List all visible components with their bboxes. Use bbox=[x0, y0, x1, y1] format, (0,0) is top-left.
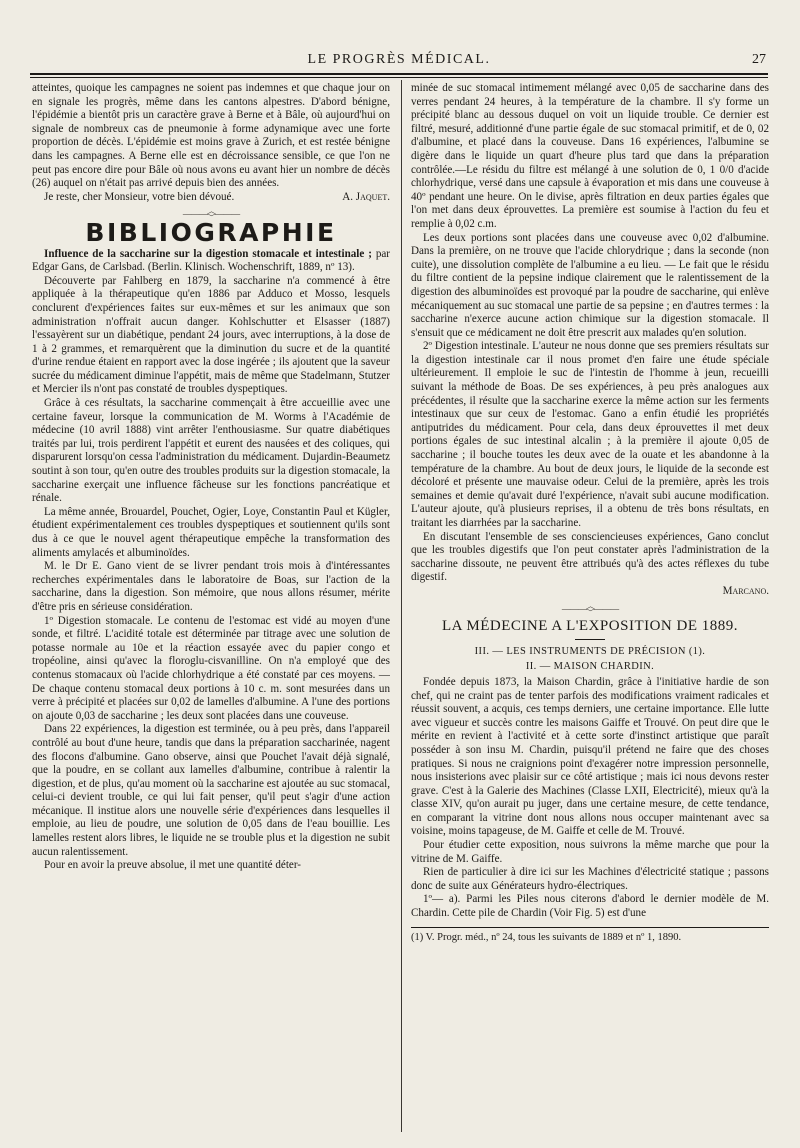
short-rule bbox=[575, 639, 605, 640]
paragraph: 1º— a). Parmi les Piles nous citerons d'abord le dernier modèle de M. Chardin. Cette pile de Chardin (Voir Fig. 5) est d'une bbox=[411, 893, 769, 920]
article-signature: Marcano. bbox=[722, 584, 769, 597]
expo-section-title: LA MÉDECINE A L'EXPOSITION DE 1889. bbox=[441, 618, 739, 635]
article-title-bold: Influence de la saccharine sur la digestion stomacale et intestinale ; bbox=[44, 247, 372, 260]
footnote: (1) V. Progr. méd., nº 24, tous les suivants de 1889 et nº 1, 1890. bbox=[411, 931, 682, 943]
column-divider bbox=[401, 80, 402, 1132]
left-column bbox=[32, 82, 390, 1132]
paragraph: Rien de particulier à dire ici sur les Machines d'électricité statique ; passons donc de suite aux Générateurs hydro-électriques. bbox=[411, 866, 769, 892]
letter-paragraph: atteintes, quoique les campagnes ne soient pas indemnes et que chaque jour on en signale les progrès, même dans les cantons alpestres. D'abord bénigne, l'épidémie a bientôt pris un caractère grave à Berne et à Bâle, où aujourd'hui on signale de nombreux cas de pneumonie à forme adynamique avec une forte proportion de décès. L'épidémie est moins grave à Zurich, et est restée bénigne dans les campagnes. A Berne elle est en décroissance sensible, ce que l'on ne peut pas encore dire pour Bâle où nous avons eu avant hier un nombre de décès (26) auquel on n'était pas arrivé depuis bien des années. bbox=[32, 82, 390, 190]
page-number: 27 bbox=[752, 52, 766, 67]
paragraph: M. le Dr E. Gano vient de se livrer pendant trois mois à d'intéressantes recherches expérimentales dans le laboratoire de Boas, sur l'action de la saccharine, dans la digestion. Son mémoire, que nous allons résumer, mérite d'être pris en sérieuse considération. bbox=[32, 560, 390, 613]
paragraph: La même année, Brouardel, Pouchet, Ogier, Loye, Constantin Paul et Kügler, étudient expérimentalement ces troubles dyspeptiques et soutiennent qu'ils sont dus à ce que le nouvel agent thérapeutique empêche la transformation des aliments amylacés et albuminoïdes. bbox=[32, 505, 390, 559]
article-title bbox=[32, 248, 390, 275]
footnote-rule bbox=[411, 927, 769, 928]
ornament-divider: ———<>——— bbox=[182, 209, 240, 220]
paragraph: En discutant l'ensemble de ses consciencieuses expériences, Gano conclut que les troubles digestifs que l'on peut constater après l'administration de la saccharine dissoute, ne peuvent être attribués qu'à des actes réflexes du tube digestif. bbox=[411, 530, 769, 584]
paragraph: Pour étudier cette exposition, nous suivrons la même marche que pour la vitrine de M. Gaiffe. bbox=[411, 839, 769, 865]
letter-sign-off bbox=[32, 191, 390, 205]
paragraph: Les deux portions sont placées dans une couveuse avec 0,02 d'albumine. Dans la première, on ne trouve que l'acide chlorydrique ; dans la seconde (non cuite), une dissolution complète de l'albumine a eu lieu. — Le fait que le résidu du filtre contient de la pepsine indique clairement que le ralentissement de la digestion des albuminoïdes est provoqué par la poudre de saccharine, qui enlève mécaniquement au suc stomacal une partie de sa pepsine ; en d'autres termes : la saccharine n'exerce aucune action chimique sur la digestion stomacale. Il s'ensuit que ce médicament ne doit être prescrit aux malades qu'en solution. bbox=[411, 231, 769, 339]
journal-title: LE PROGRÈS MÉDICAL. bbox=[307, 52, 491, 67]
ornament-divider: ———<>——— bbox=[561, 603, 619, 614]
expo-subheading-2: II. — MAISON CHARDIN. bbox=[525, 661, 655, 673]
letter-closing: Je reste, cher Monsieur, votre bien dévoué. bbox=[44, 190, 235, 203]
paragraph: Pour en avoir la preuve absolue, il met une quantité déter- bbox=[44, 859, 302, 872]
article-reference: par Edgar Gans, de Carlsbad. (Berlin. Klinisch. Wochenschrift, 1889, nº 13). bbox=[32, 247, 390, 274]
paragraph: 2º Digestion intestinale. L'auteur ne nous donne que ses premiers résultats sur la digestion intestinale car il nous promet d'en faire une étude spéciale ultérieurement. Il emploie le suc de l'intestin de l'homme à jeun, recueilli suivant la méthode de Boas. De ses expériences, à peu près analogues aux précédentes, il résulte que la saccharine exerce la même action sur les ferments intestinaux que sur ceux de l'estomac. Gano a enfin étudié les propriétés antiputrides du médicament. Pour cela, dans deux éprouvettes il met deux portions égales de suc intestinal alcalin ; à la première il ajoute 0,05 de saccharine ; il bouche toutes les deux avec de la ouate et les abandonne à la température de la chambre. Au bout de deux jours, le liquide de la seconde est décoloré et présente une mauvaise odeur. Celui de la première, après les trois semaines et demie qu'avait duré l'expérience, n'avait subi aucune modification. L'auteur ajoute, qu'à plusieurs reprises, il a obtenu de très bons résultats, en traitant les diarrhées par la saccharine. bbox=[411, 340, 769, 529]
header-rule-thin bbox=[30, 77, 768, 78]
paragraph: Découverte par Fahlberg en 1879, la saccharine n'a commencé à être appliquée à la thérapeutique qu'en 1886 par Adduco et Mosso, lesquels conclurent d'expériences faites sur eux-mêmes et sur les animaux que son administration n'offrait aucun danger. Kohlschutter et Elsasser (1887) l'essayèrent sur un diabétique, pendant 24 jours, avec interruptions, à la dose de 1 à 2 grammes, et remarquèrent que la diminution du sucre et de la quantité d'urine rendue étaient en rapport avec la dose ingérée ; ils ajoutent que la saveur sucrée du médicament diminue l'appétit, mais de même que Stadelmann, Stutzer et Mercier ils n'ont pas constaté de troubles dyspeptiques. bbox=[32, 274, 390, 396]
paragraph: Grâce à ces résultats, la saccharine commençait à être accueillie avec une certaine faveur, lorsque la communication de M. Worms à l'Académie de médecine (10 avril 1888) vint arrêter l'enthousiasme. Sur quatre diabétiques traités par lui, trois perdirent l'appétit et eurent des nausées et des coliques, qui disparurent lorsqu'on cessa l'administration du médicament. Dujardin-Beaumetz soutint à son tour, qu'en outre des troubles produits sur la digestion stomacale, la saccharine exerçait une influence fâcheuse sur les fonctions pancréatique et rénale. bbox=[32, 397, 390, 505]
paragraph: 1º Digestion stomacale. Le contenu de l'estomac est vidé au moyen d'une sonde, et filtré. L'acidité totale est déterminée par titrage avec une solution de potasse normale au 10e et la réaction essayée avec du papier congo et tropéoline, ainsi qu'avec la floroglu-cisvanilline. On n'a employé que des contenus stomacaux où l'acide chlorhydrique a été constaté par ces moyens. — De chaque contenu stomacal deux portions à 10 c. m. sont mesurées dans un verre à précipité et placées sur 0,02 de lamelles d'albumine. A l'une des portions on ajoute 0,03 de saccharine ; les deux sont placées dans une couveuse. bbox=[32, 614, 390, 722]
paragraph: minée de suc stomacal intimement mélangé avec 0,05 de saccharine dans des verres pendant 24 heures, à la température de la chambre. Il s'y forme un précipité blanc au dessous duquel on voit un liquide trouble. Ce dernier est filtré, mesuré, additionné d'une partie égale de suc stomacal primitif, et de 0, 02 d'albumine, et placé dans la couveuse. Dans 16 expériences, l'albumine se digère dans le liquide un quart d'heure plus tard que dans la préparation contrôlée.—Le résidu du filtre est mélangé à une solution de 0, 1 0/0 d'acide chlorhydrique, versé dans une capsule à évaporation et mis dans une couveuse à 40º pendant une heure. On le divise, après filtration en deux parties égales que l'on met dans deux éprouvettes. La première est soumise à l'action du feu et remplie à 0,02 c.m. bbox=[411, 82, 769, 230]
page-header bbox=[30, 52, 768, 72]
letter-signature: A. Jaquet. bbox=[342, 190, 390, 203]
section-title-bibliographie: BIBLIOGRAPHIE bbox=[85, 217, 337, 247]
right-column bbox=[411, 82, 769, 1132]
paragraph: Fondée depuis 1873, la Maison Chardin, grâce à l'initiative hardie de son chef, qui ne craint pas de tenter parfois des modifications vraiment radicales et réussit souvent, a acquis, ces temps derniers, une certaine importance. Elle lutte avec vigueur et succès contre les maisons Gaiffe et Trouvé. On peut dire que le mérite en revient à l'activité et à cette sorte d'instinct artistique que paraît posséder à son insu M. Chardin, puisqu'il prétend ne faire que des choses pratiques. Si nous ne craignions point d'exagérer notre impression personnelle, nous insisterions avec plaisir sur ce côté artistique ; mais ici nous devons rester grave. C'est à la Galerie des Machines (Classe LXII, Electricité), mieux qu'à la classe XIV, qu'on aurait pu juger, dans une certaine mesure, de cette tendance, en comparant la vitrine dont nous allons nous occuper maintenant avec sa voisine, moins tapageuse, de M. Gaiffe et celle de M. Trouvé. bbox=[411, 675, 769, 838]
header-rule-thick bbox=[30, 73, 768, 75]
expo-subheading-1: III. — LES INSTRUMENTS DE PRÉCISION (1). bbox=[474, 645, 706, 657]
paragraph: Dans 22 expériences, la digestion est terminée, ou à peu près, dans l'appareil contrôlé au bout d'une heure, tandis que dans la préparation saccharinée, nagent des flocons d'albumine. Gano observe, ainsi que Pouchet l'avait déjà signalé, que la poudre, en se collant aux lamelles d'albumine, contribue à ralentir la digestion, et de plus, qu'au moment où la saccharine est ajoutée au suc stomacal, celui-ci devient trouble, ce qui lui fait penser, qu'il peut s'agir d'une action mécanique. Il institue alors une nouvelle série d'expériences dans lesquelles il emploie, au lieu de poudre, une solution de 0,05 dans de l'eau bouillie. Les lamelles restent alors libres, le liquide ne se trouble plus et la digestion ne subit aucun ralentissement. bbox=[32, 723, 390, 858]
